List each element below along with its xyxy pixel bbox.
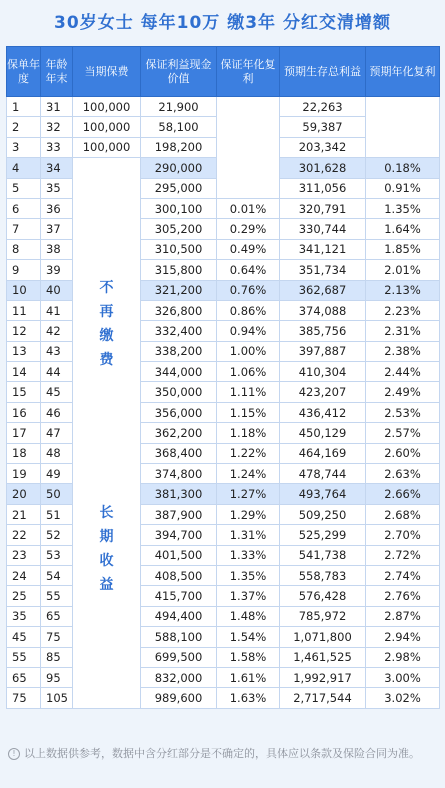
cell-expected-total: 450,129 bbox=[280, 423, 366, 443]
cell-policy-year: 24 bbox=[7, 565, 41, 585]
page-title: 30岁女士 每年10万 缴3年 分红交清增额 bbox=[0, 0, 445, 46]
cell-age: 31 bbox=[41, 97, 73, 117]
cell-guaranteed-rate: 1.54% bbox=[217, 627, 280, 647]
table-row bbox=[7, 647, 440, 667]
cell-age: 75 bbox=[41, 627, 73, 647]
no-pay-char: 不 bbox=[99, 280, 114, 297]
cell-policy-year: 25 bbox=[7, 586, 41, 606]
cell-expected-rate-empty bbox=[366, 97, 440, 158]
table-row bbox=[7, 464, 440, 484]
table-row bbox=[7, 362, 440, 382]
cell-premium: 100,000 bbox=[73, 137, 141, 157]
cell-age: 39 bbox=[41, 260, 73, 280]
cell-policy-year: 15 bbox=[7, 382, 41, 402]
cell-expected-total: 330,744 bbox=[280, 219, 366, 239]
cell-expected-rate: 2.87% bbox=[366, 606, 440, 626]
cell-expected-total: 464,169 bbox=[280, 443, 366, 463]
cell-age: 37 bbox=[41, 219, 73, 239]
cell-guaranteed-rate: 1.48% bbox=[217, 606, 280, 626]
cell-age: 46 bbox=[41, 402, 73, 422]
cell-expected-rate: 2.74% bbox=[366, 565, 440, 585]
cell-expected-rate: 2.49% bbox=[366, 382, 440, 402]
cell-age: 51 bbox=[41, 504, 73, 524]
table-row bbox=[7, 443, 440, 463]
cell-expected-rate: 2.13% bbox=[366, 280, 440, 300]
cell-expected-total: 374,088 bbox=[280, 300, 366, 320]
cell-policy-year: 20 bbox=[7, 484, 41, 504]
cell-expected-rate: 0.18% bbox=[366, 158, 440, 178]
no-pay-char: 再 bbox=[99, 304, 114, 321]
cell-expected-total: 351,734 bbox=[280, 260, 366, 280]
cell-guaranteed-rate: 0.29% bbox=[217, 219, 280, 239]
cell-cash-value: 588,100 bbox=[141, 627, 217, 647]
cell-expected-rate: 2.68% bbox=[366, 504, 440, 524]
table-row bbox=[7, 219, 440, 239]
info-icon: ! bbox=[8, 748, 20, 760]
cell-cash-value: 295,000 bbox=[141, 178, 217, 198]
cell-cash-value: 401,500 bbox=[141, 545, 217, 565]
cell-cash-value: 356,000 bbox=[141, 402, 217, 422]
cell-premium: 100,000 bbox=[73, 97, 141, 117]
cell-age: 33 bbox=[41, 137, 73, 157]
cell-guaranteed-rate: 0.49% bbox=[217, 239, 280, 259]
cell-expected-rate: 0.91% bbox=[366, 178, 440, 198]
cell-expected-total: 301,628 bbox=[280, 158, 366, 178]
cell-policy-year: 75 bbox=[7, 688, 41, 708]
cell-age: 34 bbox=[41, 158, 73, 178]
cell-policy-year: 12 bbox=[7, 321, 41, 341]
cell-policy-year: 55 bbox=[7, 647, 41, 667]
cell-guaranteed-rate: 1.35% bbox=[217, 565, 280, 585]
cell-guaranteed-rate: 1.31% bbox=[217, 525, 280, 545]
cell-cash-value: 832,000 bbox=[141, 667, 217, 687]
table-row bbox=[7, 260, 440, 280]
cell-expected-total: 362,687 bbox=[280, 280, 366, 300]
table-row bbox=[7, 341, 440, 361]
cell-policy-year: 11 bbox=[7, 300, 41, 320]
cell-guaranteed-rate: 1.61% bbox=[217, 667, 280, 687]
table-row bbox=[7, 525, 440, 545]
cell-guaranteed-rate: 0.01% bbox=[217, 198, 280, 218]
cell-guaranteed-rate: 1.63% bbox=[217, 688, 280, 708]
cell-policy-year: 17 bbox=[7, 423, 41, 443]
cell-cash-value: 338,200 bbox=[141, 341, 217, 361]
cell-expected-total: 2,717,544 bbox=[280, 688, 366, 708]
cell-cash-value: 21,900 bbox=[141, 97, 217, 117]
table-row bbox=[7, 300, 440, 320]
cell-cash-value: 315,800 bbox=[141, 260, 217, 280]
table-row bbox=[7, 545, 440, 565]
cell-guaranteed-rate: 1.24% bbox=[217, 464, 280, 484]
cell-guaranteed-rate: 1.58% bbox=[217, 647, 280, 667]
cell-guaranteed-rate: 1.18% bbox=[217, 423, 280, 443]
cell-expected-rate: 2.72% bbox=[366, 545, 440, 565]
cell-age: 32 bbox=[41, 117, 73, 137]
cell-guaranteed-rate: 0.76% bbox=[217, 280, 280, 300]
cell-expected-rate: 2.76% bbox=[366, 586, 440, 606]
table-row bbox=[7, 627, 440, 647]
long-term-char: 收 bbox=[99, 553, 114, 570]
table-row bbox=[7, 402, 440, 422]
cell-cash-value: 699,500 bbox=[141, 647, 217, 667]
cell-cash-value: 326,800 bbox=[141, 300, 217, 320]
cell-cash-value: 415,700 bbox=[141, 586, 217, 606]
cell-age: 50 bbox=[41, 484, 73, 504]
cell-cash-value: 374,800 bbox=[141, 464, 217, 484]
cell-cash-value: 350,000 bbox=[141, 382, 217, 402]
cell-expected-total: 59,387 bbox=[280, 117, 366, 137]
cell-guaranteed-rate: 0.86% bbox=[217, 300, 280, 320]
cell-age: 55 bbox=[41, 586, 73, 606]
cell-premium: 100,000 bbox=[73, 117, 141, 137]
cell-cash-value: 198,200 bbox=[141, 137, 217, 157]
cell-age: 52 bbox=[41, 525, 73, 545]
table-row bbox=[7, 586, 440, 606]
table-row bbox=[7, 382, 440, 402]
benefit-table-container bbox=[6, 46, 439, 709]
cell-policy-year: 22 bbox=[7, 525, 41, 545]
cell-cash-value: 381,300 bbox=[141, 484, 217, 504]
benefit-table bbox=[6, 46, 440, 709]
cell-age: 53 bbox=[41, 545, 73, 565]
cell-expected-rate: 2.31% bbox=[366, 321, 440, 341]
header-expected-total: 预期生存总利益 bbox=[280, 47, 366, 97]
cell-policy-year: 45 bbox=[7, 627, 41, 647]
cell-expected-total: 320,791 bbox=[280, 198, 366, 218]
cell-cash-value: 368,400 bbox=[141, 443, 217, 463]
cell-expected-total: 397,887 bbox=[280, 341, 366, 361]
cell-policy-year: 5 bbox=[7, 178, 41, 198]
table-row bbox=[7, 321, 440, 341]
cell-expected-total: 385,756 bbox=[280, 321, 366, 341]
cell-policy-year: 35 bbox=[7, 606, 41, 626]
cell-policy-year: 14 bbox=[7, 362, 41, 382]
cell-cash-value: 989,600 bbox=[141, 688, 217, 708]
cell-expected-total: 410,304 bbox=[280, 362, 366, 382]
cell-guaranteed-rate: 1.33% bbox=[217, 545, 280, 565]
header-expected-rate: 预期年化复利 bbox=[366, 47, 440, 97]
no-pay-char: 费 bbox=[99, 352, 114, 369]
cell-expected-total: 478,744 bbox=[280, 464, 366, 484]
cell-guaranteed-rate: 1.00% bbox=[217, 341, 280, 361]
table-row bbox=[7, 688, 440, 708]
table-row bbox=[7, 504, 440, 524]
disclaimer-text: 以上数据供参考，数据中含分红部分是不确定的，具体应以条款及保险合同为准。 bbox=[24, 747, 420, 760]
cell-cash-value: 362,200 bbox=[141, 423, 217, 443]
cell-age: 48 bbox=[41, 443, 73, 463]
cell-expected-rate: 1.64% bbox=[366, 219, 440, 239]
cell-age: 45 bbox=[41, 382, 73, 402]
cell-cash-value: 290,000 bbox=[141, 158, 217, 178]
cell-age: 42 bbox=[41, 321, 73, 341]
header-cash-value: 保证利益现金价值 bbox=[141, 47, 217, 97]
cell-age: 65 bbox=[41, 606, 73, 626]
cell-age: 47 bbox=[41, 423, 73, 443]
header-guaranteed-rate: 保证年化复利 bbox=[217, 47, 280, 97]
cell-guaranteed-rate: 1.15% bbox=[217, 402, 280, 422]
cell-expected-total: 576,428 bbox=[280, 586, 366, 606]
header-policy-year: 保单年度 bbox=[7, 47, 41, 97]
cell-cash-value: 387,900 bbox=[141, 504, 217, 524]
cell-expected-rate: 2.70% bbox=[366, 525, 440, 545]
cell-age: 40 bbox=[41, 280, 73, 300]
table-row bbox=[7, 606, 440, 626]
cell-expected-rate: 2.66% bbox=[366, 484, 440, 504]
cell-policy-year: 19 bbox=[7, 464, 41, 484]
table-row bbox=[7, 239, 440, 259]
table-row bbox=[7, 280, 440, 300]
cell-expected-total: 1,071,800 bbox=[280, 627, 366, 647]
table-row bbox=[7, 667, 440, 687]
cell-policy-year: 6 bbox=[7, 198, 41, 218]
cell-cash-value: 300,100 bbox=[141, 198, 217, 218]
long-term-char: 期 bbox=[99, 529, 114, 546]
cell-guaranteed-rate: 1.37% bbox=[217, 586, 280, 606]
cell-cash-value: 305,200 bbox=[141, 219, 217, 239]
cell-expected-total: 1,461,525 bbox=[280, 647, 366, 667]
cell-age: 36 bbox=[41, 198, 73, 218]
cell-expected-total: 785,972 bbox=[280, 606, 366, 626]
cell-policy-year: 8 bbox=[7, 239, 41, 259]
cell-expected-total: 541,738 bbox=[280, 545, 366, 565]
cell-expected-rate: 2.63% bbox=[366, 464, 440, 484]
table-row bbox=[7, 565, 440, 585]
cell-cash-value: 394,700 bbox=[141, 525, 217, 545]
cell-policy-year: 16 bbox=[7, 402, 41, 422]
cell-expected-rate: 3.02% bbox=[366, 688, 440, 708]
cell-cash-value: 494,400 bbox=[141, 606, 217, 626]
cell-age: 43 bbox=[41, 341, 73, 361]
cell-expected-rate: 2.94% bbox=[366, 627, 440, 647]
cell-age: 54 bbox=[41, 565, 73, 585]
long-term-char: 长 bbox=[99, 505, 114, 522]
cell-policy-year: 23 bbox=[7, 545, 41, 565]
cell-cash-value: 321,200 bbox=[141, 280, 217, 300]
cell-guaranteed-rate: 0.94% bbox=[217, 321, 280, 341]
cell-expected-total: 509,250 bbox=[280, 504, 366, 524]
cell-expected-rate: 2.23% bbox=[366, 300, 440, 320]
cell-expected-total: 525,299 bbox=[280, 525, 366, 545]
cell-expected-total: 341,121 bbox=[280, 239, 366, 259]
cell-age: 44 bbox=[41, 362, 73, 382]
cell-expected-total: 1,992,917 bbox=[280, 667, 366, 687]
cell-expected-total: 493,764 bbox=[280, 484, 366, 504]
disclaimer-note bbox=[6, 746, 439, 762]
cell-expected-total: 311,056 bbox=[280, 178, 366, 198]
cell-guaranteed-rate: 1.22% bbox=[217, 443, 280, 463]
cell-expected-total: 436,412 bbox=[280, 402, 366, 422]
cell-policy-year: 13 bbox=[7, 341, 41, 361]
cell-expected-rate: 2.53% bbox=[366, 402, 440, 422]
cell-age: 105 bbox=[41, 688, 73, 708]
cell-age: 35 bbox=[41, 178, 73, 198]
table-row bbox=[7, 484, 440, 504]
cell-expected-rate: 2.60% bbox=[366, 443, 440, 463]
cell-guaranteed-rate: 0.64% bbox=[217, 260, 280, 280]
cell-expected-total: 203,342 bbox=[280, 137, 366, 157]
cell-expected-rate: 2.01% bbox=[366, 260, 440, 280]
cell-policy-year: 21 bbox=[7, 504, 41, 524]
cell-policy-year: 9 bbox=[7, 260, 41, 280]
table-row bbox=[7, 97, 440, 117]
cell-policy-year: 4 bbox=[7, 158, 41, 178]
cell-policy-year: 65 bbox=[7, 667, 41, 687]
cell-guaranteed-rate: 1.06% bbox=[217, 362, 280, 382]
cell-guaranteed-rate: 1.27% bbox=[217, 484, 280, 504]
cell-policy-year: 10 bbox=[7, 280, 41, 300]
cell-policy-year: 1 bbox=[7, 97, 41, 117]
cell-age: 38 bbox=[41, 239, 73, 259]
table-row bbox=[7, 423, 440, 443]
merged-premium-note bbox=[73, 158, 141, 709]
cell-age: 49 bbox=[41, 464, 73, 484]
cell-guaranteed-rate: 1.29% bbox=[217, 504, 280, 524]
no-pay-char: 缴 bbox=[99, 328, 114, 345]
table-row bbox=[7, 198, 440, 218]
cell-policy-year: 18 bbox=[7, 443, 41, 463]
cell-expected-rate: 1.85% bbox=[366, 239, 440, 259]
cell-expected-rate: 2.98% bbox=[366, 647, 440, 667]
cell-expected-total: 423,207 bbox=[280, 382, 366, 402]
cell-age: 95 bbox=[41, 667, 73, 687]
cell-age: 85 bbox=[41, 647, 73, 667]
header-premium: 当期保费 bbox=[73, 47, 141, 97]
cell-guaranteed-rate: 1.11% bbox=[217, 382, 280, 402]
cell-policy-year: 2 bbox=[7, 117, 41, 137]
cell-policy-year: 7 bbox=[7, 219, 41, 239]
cell-expected-total: 558,783 bbox=[280, 565, 366, 585]
cell-expected-rate: 1.35% bbox=[366, 198, 440, 218]
table-header-row bbox=[7, 47, 440, 97]
cell-expected-total: 22,263 bbox=[280, 97, 366, 117]
cell-cash-value: 332,400 bbox=[141, 321, 217, 341]
cell-cash-value: 310,500 bbox=[141, 239, 217, 259]
cell-expected-rate: 2.38% bbox=[366, 341, 440, 361]
header-age: 年龄年末 bbox=[41, 47, 73, 97]
cell-cash-value: 408,500 bbox=[141, 565, 217, 585]
cell-expected-rate: 2.44% bbox=[366, 362, 440, 382]
cell-policy-year: 3 bbox=[7, 137, 41, 157]
cell-expected-rate: 2.57% bbox=[366, 423, 440, 443]
long-term-char: 益 bbox=[99, 577, 114, 594]
cell-guaranteed-rate-empty bbox=[217, 97, 280, 199]
cell-cash-value: 344,000 bbox=[141, 362, 217, 382]
cell-expected-rate: 3.00% bbox=[366, 667, 440, 687]
cell-cash-value: 58,100 bbox=[141, 117, 217, 137]
cell-age: 41 bbox=[41, 300, 73, 320]
